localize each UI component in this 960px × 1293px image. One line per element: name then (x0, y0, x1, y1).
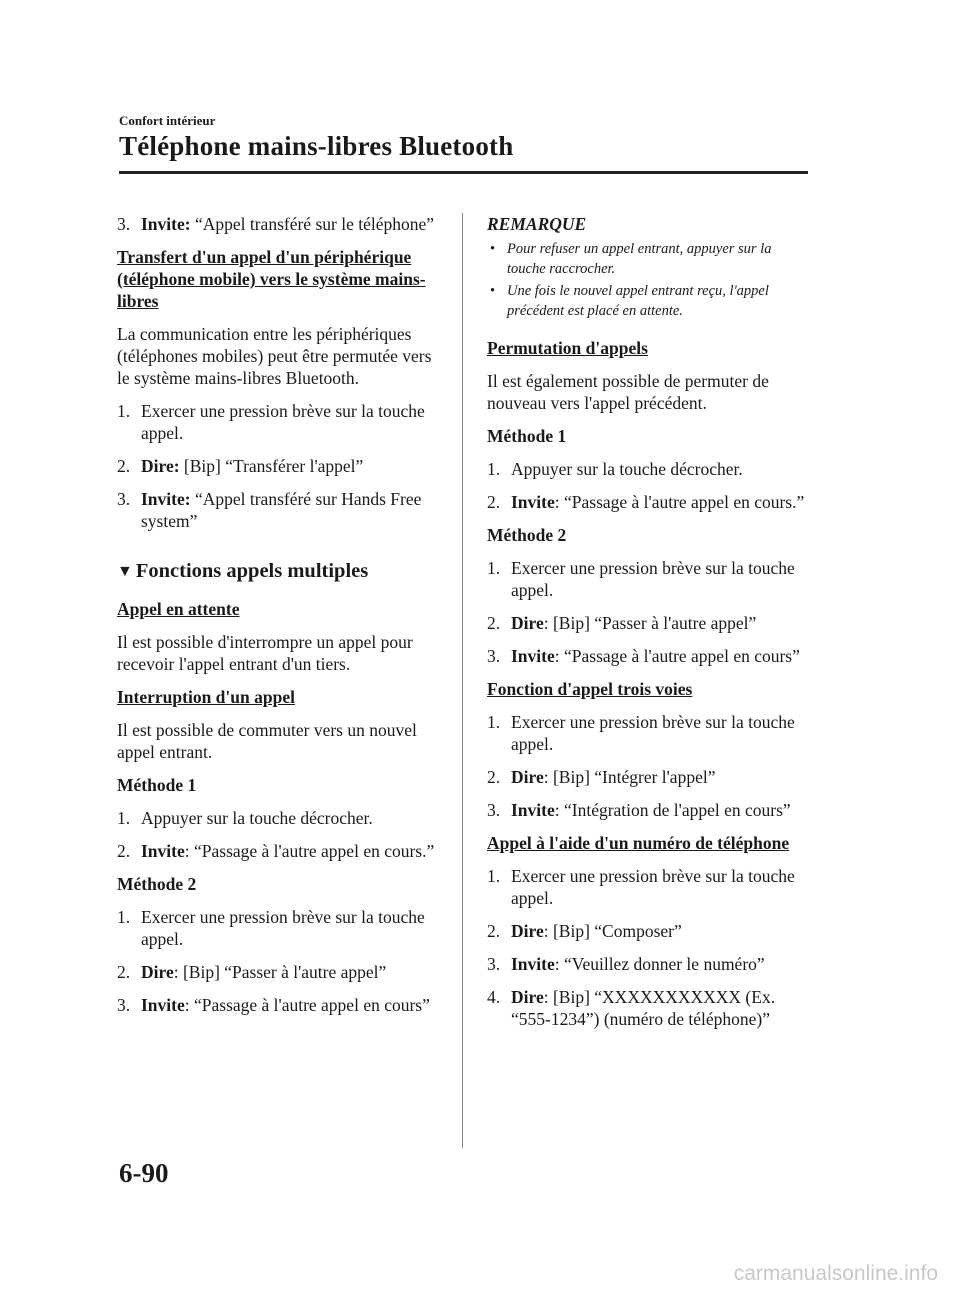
m2-step-1: 1. Exercer une pression brève sur la touche appel. (117, 907, 425, 949)
bullet-icon: • (490, 283, 496, 299)
transfer-step-2: 2. Dire: [Bip] “Transférer l'appel” (117, 456, 364, 476)
permutation-subheading: Permutation d'appels (487, 338, 648, 358)
perm-m2-step-3: 3. Invite: “Passage à l'autre appel en cours” (487, 646, 800, 666)
m1-step-2: 2. Invite: “Passage à l'autre appel en cours.” (117, 841, 435, 861)
section-heading: ▼ Fonctions appels multiples (117, 560, 369, 582)
transfer-step-1: 1. Exercer une pression brève sur la touche appel. (117, 401, 425, 443)
method-1-heading: Méthode 1 (117, 775, 197, 795)
waiting-subheading: Appel en attente (117, 599, 240, 619)
column-divider (462, 213, 463, 1148)
number-step-2: 2. Dire: [Bip] “Composer” (487, 921, 682, 941)
perm-m2-step-2: 2. Dire: [Bip] “Passer à l'autre appel” (487, 613, 757, 633)
section-label: Confort intérieur (119, 113, 216, 128)
triangle-down-icon: ▼ (117, 563, 133, 580)
step-invite-transfer: 3. Invite: “Appel transféré sur le téléphone” (117, 214, 435, 234)
note-title: REMARQUE (487, 214, 587, 234)
transfer-subheading: Transfert d'un appel d'un périphérique (téléphone mobile) vers le système mains-libres (117, 247, 426, 311)
perm-m1-step-1: 1. Appuyer sur la touche décrocher. (487, 459, 743, 479)
interrupt-subheading: Interruption d'un appel (117, 687, 295, 707)
left-column (117, 213, 439, 1027)
waiting-paragraph: Il est possible d'interrompre un appel pour recevoir l'appel entrant d'un tiers. (117, 632, 413, 674)
number-step-3: 3. Invite: “Veuillez donner le numéro” (487, 954, 765, 974)
note-list (487, 239, 812, 321)
number-subheading: Appel à l'aide d'un numéro de téléphone (487, 833, 790, 853)
note-item: • Pour refuser un appel entrant, appuyer sur la touche raccrocher. (490, 241, 772, 277)
page-number: 6-90 (119, 1158, 169, 1188)
right-column (487, 213, 812, 1041)
header-rule (119, 171, 808, 174)
m1-step-1: 1. Appuyer sur la touche décrocher. (117, 808, 373, 828)
interrupt-paragraph: Il est possible de commuter vers un nouvel appel entrant. (117, 720, 417, 762)
three-step-1: 1. Exercer une pression brève sur la touche appel. (487, 712, 795, 754)
method-1-heading: Méthode 1 (487, 426, 567, 446)
m2-step-2: 2. Dire: [Bip] “Passer à l'autre appel” (117, 962, 387, 982)
perm-m2-step-1: 1. Exercer une pression brève sur la touche appel. (487, 558, 795, 600)
three-way-subheading: Fonction d'appel trois voies (487, 679, 693, 699)
three-step-2: 2. Dire: [Bip] “Intégrer l'appel” (487, 767, 716, 787)
number-step-4: 4. Dire: [Bip] “XXXXXXXXXXX (Ex. “555-1234”) (numéro de téléphone)” (487, 987, 776, 1029)
page-title: Téléphone mains-libres Bluetooth (119, 131, 514, 161)
m2-step-3: 3. Invite: “Passage à l'autre appel en cours” (117, 995, 430, 1015)
three-step-3: 3. Invite: “Intégration de l'appel en cours” (487, 800, 791, 820)
transfer-step-3: 3. Invite: “Appel transféré sur Hands Free system” (117, 489, 422, 531)
transfer-paragraph: La communication entre les périphériques (téléphones mobiles) peut être permutée vers le système mains-libres Bluetooth. (117, 324, 432, 388)
perm-m1-step-2: 2. Invite: “Passage à l'autre appel en cours.” (487, 492, 805, 512)
method-2-heading: Méthode 2 (487, 525, 567, 545)
permutation-paragraph: Il est également possible de permuter de nouveau vers l'appel précédent. (487, 371, 769, 413)
number-step-1: 1. Exercer une pression brève sur la touche appel. (487, 866, 795, 908)
watermark: carmanualsonline.info (733, 1262, 938, 1285)
bullet-icon: • (490, 241, 496, 257)
note-item: • Une fois le nouvel appel entrant reçu, l'appel précédent est placé en attente. (490, 283, 769, 319)
method-2-heading: Méthode 2 (117, 874, 197, 894)
